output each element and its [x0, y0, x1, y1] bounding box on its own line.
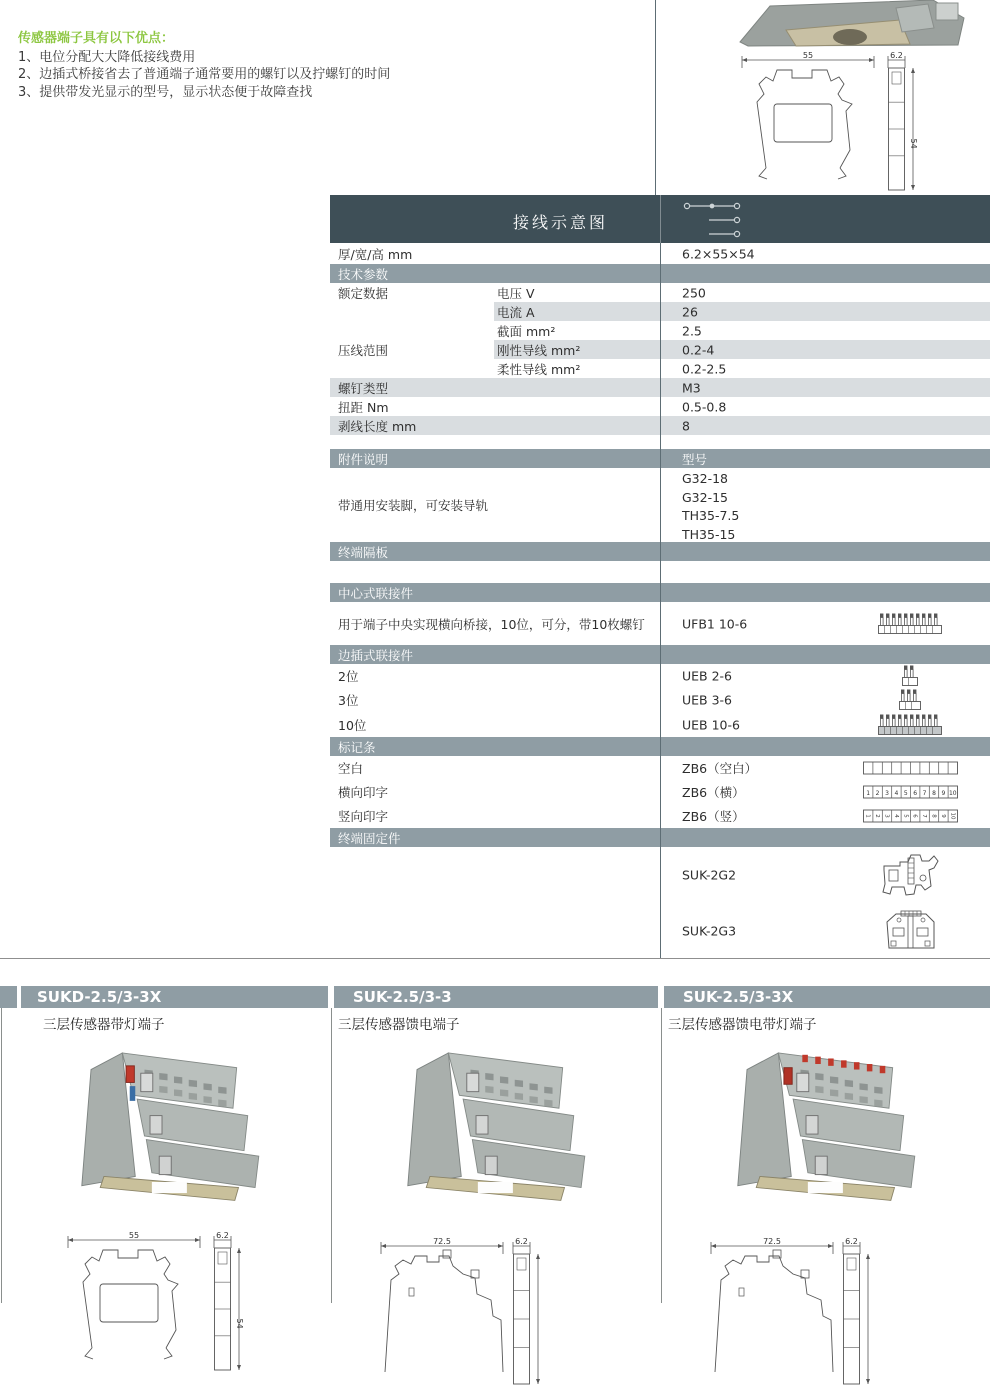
section-label: 终端隔板	[338, 544, 389, 560]
row-value: SUK-2G2	[682, 867, 737, 883]
row-value: UEB 2-6	[682, 668, 733, 684]
row-value: ZB6（横）	[682, 785, 745, 800]
row-label: 带通用安装脚，可安装导轨	[338, 498, 489, 513]
row-sublabel: 电压 V	[497, 285, 535, 301]
svg-text:54: 54	[909, 138, 918, 149]
svg-text:2: 2	[873, 814, 880, 818]
row-label: 空白	[338, 761, 364, 776]
top-figure-divider	[655, 0, 656, 195]
svg-text:72.5: 72.5	[763, 1237, 781, 1246]
section-label: 终端固定件	[338, 830, 401, 846]
row-value: G32-15	[682, 489, 729, 505]
product-model-bar	[21, 986, 328, 1008]
svg-text:8: 8	[930, 814, 936, 818]
table-bottom-rule	[0, 958, 990, 959]
product-model-bar	[664, 986, 990, 1008]
row-sublabel: 柔性导线 mm²	[497, 361, 581, 377]
product-photo	[712, 1037, 924, 1209]
product-model: SUKD-2.5/3-3X	[37, 988, 162, 1006]
svg-text:6.2: 6.2	[216, 1231, 229, 1240]
row-value: 2.5	[682, 323, 702, 338]
row-label: 竖向印字	[338, 809, 389, 824]
intro-item: 3、提供带发光显示的型号，显示状态便于故障查找	[18, 84, 313, 100]
product-photo	[56, 1037, 268, 1209]
row-shade	[494, 302, 990, 321]
marker-strip-vertical-icon	[854, 810, 966, 823]
product-model: SUK-2.5/3-3	[353, 988, 452, 1006]
column-divider	[661, 1008, 662, 1303]
row-sublabel: 刚性导线 mm²	[497, 342, 581, 358]
header-divider	[660, 195, 661, 243]
row-value: 26	[682, 304, 698, 319]
svg-text:4: 4	[893, 790, 898, 797]
section-label: 技术参数	[338, 266, 389, 282]
svg-text:6: 6	[912, 790, 917, 797]
row-label: 用于端子中央实现横向桥接，10位，可分，带10枚螺钉	[338, 616, 645, 632]
row-label: 压线范围	[338, 342, 389, 358]
row-value: 250	[682, 285, 706, 300]
product-photo	[382, 1037, 594, 1209]
marker-strip-blank-icon	[854, 762, 966, 775]
product-subtitle: 三层传感器带灯端子	[43, 1017, 165, 1033]
row-value: UEB 10-6	[682, 717, 740, 732]
svg-text:4: 4	[892, 814, 899, 818]
intro-item: 1、电位分配大大降低接线费用	[18, 49, 196, 65]
row-label: 剥线长度 mm	[338, 418, 417, 434]
svg-text:3: 3	[884, 790, 889, 797]
intro-item: 2、边插式桥接省去了普通端子通常要用的螺钉以及拧螺钉的时间	[18, 67, 391, 82]
column-divider	[331, 1008, 332, 1303]
intro-block	[18, 30, 390, 101]
svg-text:3: 3	[883, 814, 889, 818]
svg-text:9: 9	[940, 790, 945, 797]
row-value: 8	[682, 418, 690, 433]
table-title: 接线示意图	[513, 213, 609, 232]
row-label: 扭距 Nm	[338, 399, 389, 415]
row-label: 螺钉类型	[338, 380, 389, 396]
row-label: 横向印字	[338, 785, 389, 800]
row-value: M3	[682, 380, 701, 395]
svg-text:10: 10	[948, 812, 955, 820]
product-card	[660, 985, 990, 1303]
end-clamp-2g3-icon	[854, 910, 966, 952]
row-value: G32-18	[682, 471, 729, 486]
svg-text:72.5: 72.5	[433, 1237, 451, 1246]
svg-text:55: 55	[128, 1231, 140, 1240]
svg-text:8: 8	[931, 790, 936, 797]
section-label: 标记条	[338, 739, 376, 755]
row-sublabel: 电流 A	[497, 304, 535, 320]
row-value: SUK-2G3	[682, 923, 737, 938]
product-model-bar	[334, 986, 658, 1008]
comb-3-icon	[854, 689, 966, 712]
svg-text:1: 1	[865, 790, 870, 797]
section-label: 边插式联接件	[338, 647, 414, 663]
svg-text:7: 7	[920, 814, 927, 818]
svg-text:5: 5	[901, 814, 908, 818]
product-subtitle: 三层传感器馈电端子	[338, 1017, 460, 1033]
svg-text:54: 54	[235, 1318, 244, 1329]
svg-text:6.2: 6.2	[890, 51, 903, 60]
intro-heading: 传感器端子具有以下优点：	[18, 31, 175, 46]
product-card	[0, 985, 330, 1329]
row-value: 0.2-4	[682, 342, 715, 357]
product-dimension-drawing	[705, 1238, 873, 1388]
comb-10-icon	[854, 612, 966, 635]
row-value: 6.2×55×54	[682, 246, 755, 261]
row-value: TH35-15	[682, 526, 736, 542]
product-dimension-drawing	[375, 1238, 543, 1388]
svg-text:10: 10	[948, 790, 957, 797]
row-value: 0.2-2.5	[682, 361, 727, 376]
svg-text:7: 7	[922, 790, 927, 797]
row-sublabel: 截面 mm²	[497, 323, 556, 339]
svg-text:6: 6	[911, 814, 918, 818]
row-label: 2位	[338, 669, 359, 684]
svg-text:55: 55	[802, 51, 814, 60]
spec-table-header	[330, 195, 990, 243]
row-label: 3位	[338, 693, 359, 708]
row-value: ZB6（竖）	[682, 809, 745, 824]
row-label: 额定数据	[338, 285, 389, 301]
marker-strip-horizontal-icon	[854, 786, 966, 799]
row-value: TH35-7.5	[682, 508, 740, 523]
product-model: SUK-2.5/3-3X	[683, 988, 794, 1006]
svg-text:6.2: 6.2	[845, 1237, 858, 1246]
comb-2-icon	[854, 665, 966, 688]
svg-text:6.2: 6.2	[515, 1237, 528, 1246]
row-label: 10位	[338, 717, 367, 733]
svg-text:1: 1	[864, 814, 871, 818]
intro-items	[18, 49, 390, 102]
spec-table	[330, 195, 990, 958]
svg-text:5: 5	[903, 790, 908, 797]
product-subtitle: 三层传感器馈电带灯端子	[668, 1017, 817, 1033]
product-card	[330, 985, 660, 1303]
bridge-diagram-icon	[682, 199, 752, 241]
section-label: 中心式联接件	[338, 585, 414, 601]
svg-text:2: 2	[875, 790, 880, 797]
end-clamp-2g2-icon	[854, 852, 966, 898]
product-bar-stub	[0, 986, 17, 1008]
svg-text:9: 9	[939, 814, 946, 818]
row-label: 厚/宽/高 mm	[338, 246, 413, 262]
product-dimension-drawing	[62, 1232, 262, 1374]
top-dimension-drawing	[736, 52, 936, 194]
top-product-photo	[728, 0, 980, 46]
table-column-divider	[660, 243, 661, 958]
row-value: UFB1 10-6	[682, 616, 748, 631]
row-value: UEB 3-6	[682, 692, 733, 708]
row-value: ZB6（空白）	[682, 761, 758, 776]
comb-10-filled-icon	[854, 713, 966, 736]
section-value-label: 型号	[682, 451, 708, 467]
column-divider	[1, 1008, 2, 1303]
row-values	[682, 470, 739, 544]
section-label: 附件说明	[338, 451, 389, 467]
row-value: 0.5-0.8	[682, 399, 727, 414]
